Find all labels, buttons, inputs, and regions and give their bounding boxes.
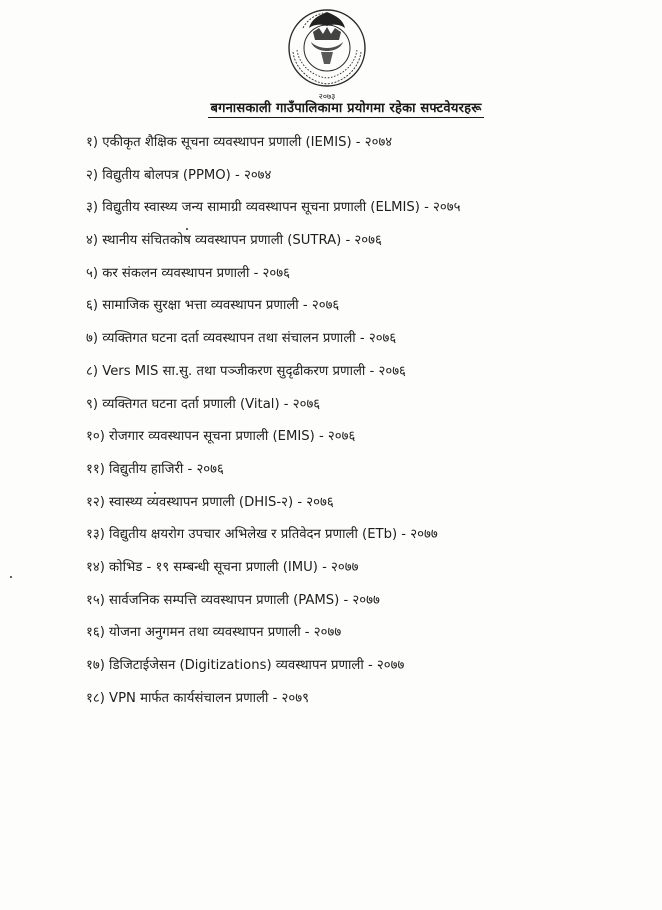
list-item-3: ३) विद्युतीय स्वास्थ्य जन्य सामाग्री व्यवस्थापन सूचना प्रणाली (ELMIS) - २०७५ xyxy=(86,200,461,216)
seal-year: २०७३ xyxy=(318,92,336,101)
list-item-14: १४) कोभिड - १९ सम्बन्धी सूचना प्रणाली (IMU) - २०७७ xyxy=(86,559,359,575)
list-item-2: २) विद्युतीय बोलपत्र (PPMO) - २०७४ xyxy=(86,167,272,183)
list-item-7: ७) व्यक्तिगत घटना दर्ता व्यवस्थापन तथा संचालन प्रणाली - २०७६ xyxy=(86,331,397,347)
list-item-1: १) एकीकृत शैक्षिक सूचना व्यवस्थापन प्रणाली (IEMIS) - २०७४ xyxy=(86,135,393,150)
list-item-11: ११) विद्युतीय हाजिरी - २०७६ xyxy=(86,461,224,477)
list-item-6: ६) सामाजिक सुरक्षा भत्ता व्यवस्थापन प्रणाली - २०७६ xyxy=(86,298,340,314)
list-item-12: १२) स्वास्थ्य व्यवस्थापन प्रणाली (DHIS-२) - २०७६ xyxy=(86,494,334,510)
list-item-10: १०) रोजगार व्यवस्थापन सूचना प्रणाली (EMIS) - २०७६ xyxy=(86,429,356,445)
list-item-17: १७) डिजिटाईजेसन (Digitizations) व्यवस्थापन प्रणाली - २०७७ xyxy=(86,658,405,673)
list-item-15: १५) सार्वजनिक सम्पत्ति व्यवस्थापन प्रणाली (PAMS) - २०७७ xyxy=(86,592,380,608)
page-title xyxy=(0,98,662,118)
list-item-9: ९) व्यक्तिगत घटना दर्ता प्रणाली (Vital) - २०७६ xyxy=(86,396,321,412)
list-item-13: १३) विद्युतीय क्षयरोग उपचार अभिलेख र प्रतिवेदन प्रणाली (ETb) - २०७७ xyxy=(86,527,438,543)
list-item-5: ५) कर संकलन व्यवस्थापन प्रणाली - २०७६ xyxy=(86,265,290,281)
scan-speck xyxy=(186,228,188,230)
software-list xyxy=(86,133,646,721)
scan-speck xyxy=(154,492,156,494)
list-item-18: १८) VPN मार्फत कार्यसंचालन प्रणाली - २०७९ xyxy=(86,690,309,706)
scan-speck xyxy=(10,576,12,578)
municipality-seal-icon xyxy=(281,6,373,104)
page-title-text: बगनासकाली गाउँपालिकामा प्रयोगमा रहेका सफ्टवेयरहरू xyxy=(208,98,483,118)
list-item-16: १६) योजना अनुगमन तथा व्यवस्थापन प्रणाली - २०७७ xyxy=(86,625,342,641)
list-item-8: ८) Vers MIS सा.सु. तथा पञ्जीकरण सुदृढीकरण प्रणाली - २०७६ xyxy=(86,363,406,379)
list-item-4: ४) स्थानीय संचितकोष व्यवस्थापन प्रणाली (SUTRA) - २०७६ xyxy=(86,233,382,249)
